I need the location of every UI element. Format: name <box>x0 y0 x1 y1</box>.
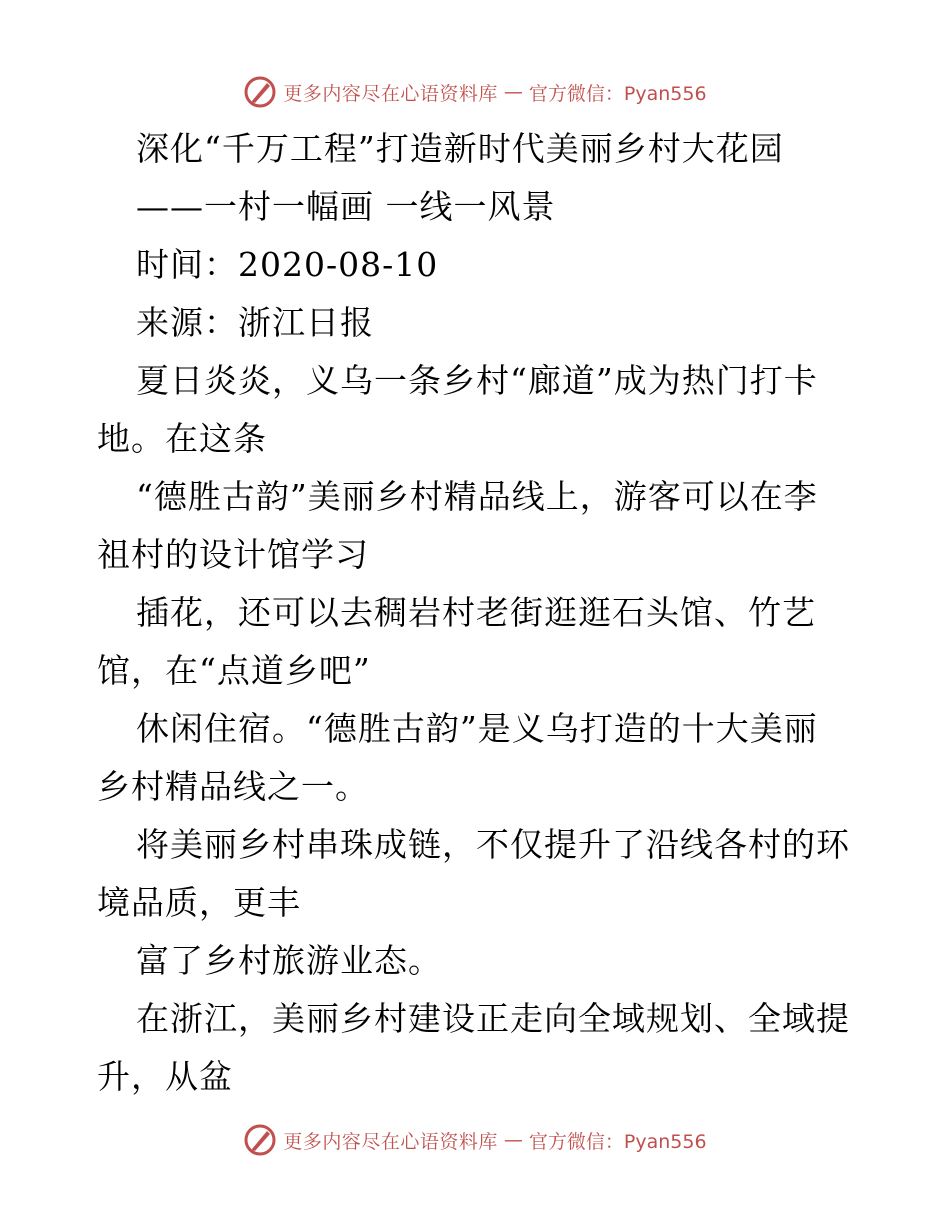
doc-title: 深化“千万工程”打造新时代美丽乡村大花园 <box>136 129 784 168</box>
paragraph-line: 富了乡村旅游业态。 <box>136 941 442 980</box>
paragraph-line: 将美丽乡村串珠成链，不仅提升了沿线各村的环 <box>136 825 850 864</box>
header-watermark <box>0 72 950 112</box>
watermark-dash: — <box>503 1129 523 1151</box>
doc-source: 来源：浙江日报 <box>136 303 374 342</box>
paragraph-line: 祖村的设计馆学习 <box>97 535 369 574</box>
paragraph-line: 馆，在“点道乡吧” <box>97 651 371 690</box>
doc-date: 时间：2020-08-10 <box>136 245 439 284</box>
paragraph-line: 升，从盆 <box>97 1057 233 1096</box>
watermark-dash: — <box>503 81 523 103</box>
document-body <box>97 120 857 1106</box>
watermark-wechat: 官方微信：Pyan556 <box>528 82 707 105</box>
paragraph-line: 休闲住宿。“德胜古韵”是义乌打造的十大美丽 <box>136 709 818 748</box>
quill-logo-icon <box>243 1123 277 1157</box>
quill-logo-icon <box>243 75 277 109</box>
watermark-text: 更多内容尽在心语资料库 <box>283 1130 498 1153</box>
paragraph-line: 在浙江，美丽乡村建设正走向全域规划、全域提 <box>136 999 850 1038</box>
paragraph-line: 乡村精品线之一。 <box>97 767 369 806</box>
watermark-text: 更多内容尽在心语资料库 <box>283 82 498 105</box>
footer-watermark <box>0 1120 950 1160</box>
watermark-wechat: 官方微信：Pyan556 <box>528 1130 707 1153</box>
doc-subtitle: ——一村一幅画 一线一风景 <box>136 187 556 226</box>
paragraph-line: 境品质，更丰 <box>97 883 301 922</box>
paragraph-line: “德胜古韵”美丽乡村精品线上，游客可以在李 <box>136 477 818 516</box>
paragraph-line: 插花，还可以去稠岩村老街逛逛石头馆、竹艺 <box>136 593 816 632</box>
paragraph-line: 夏日炎炎，义乌一条乡村“廊道”成为热门打卡 <box>136 361 818 400</box>
paragraph-line: 地。在这条 <box>97 419 267 458</box>
